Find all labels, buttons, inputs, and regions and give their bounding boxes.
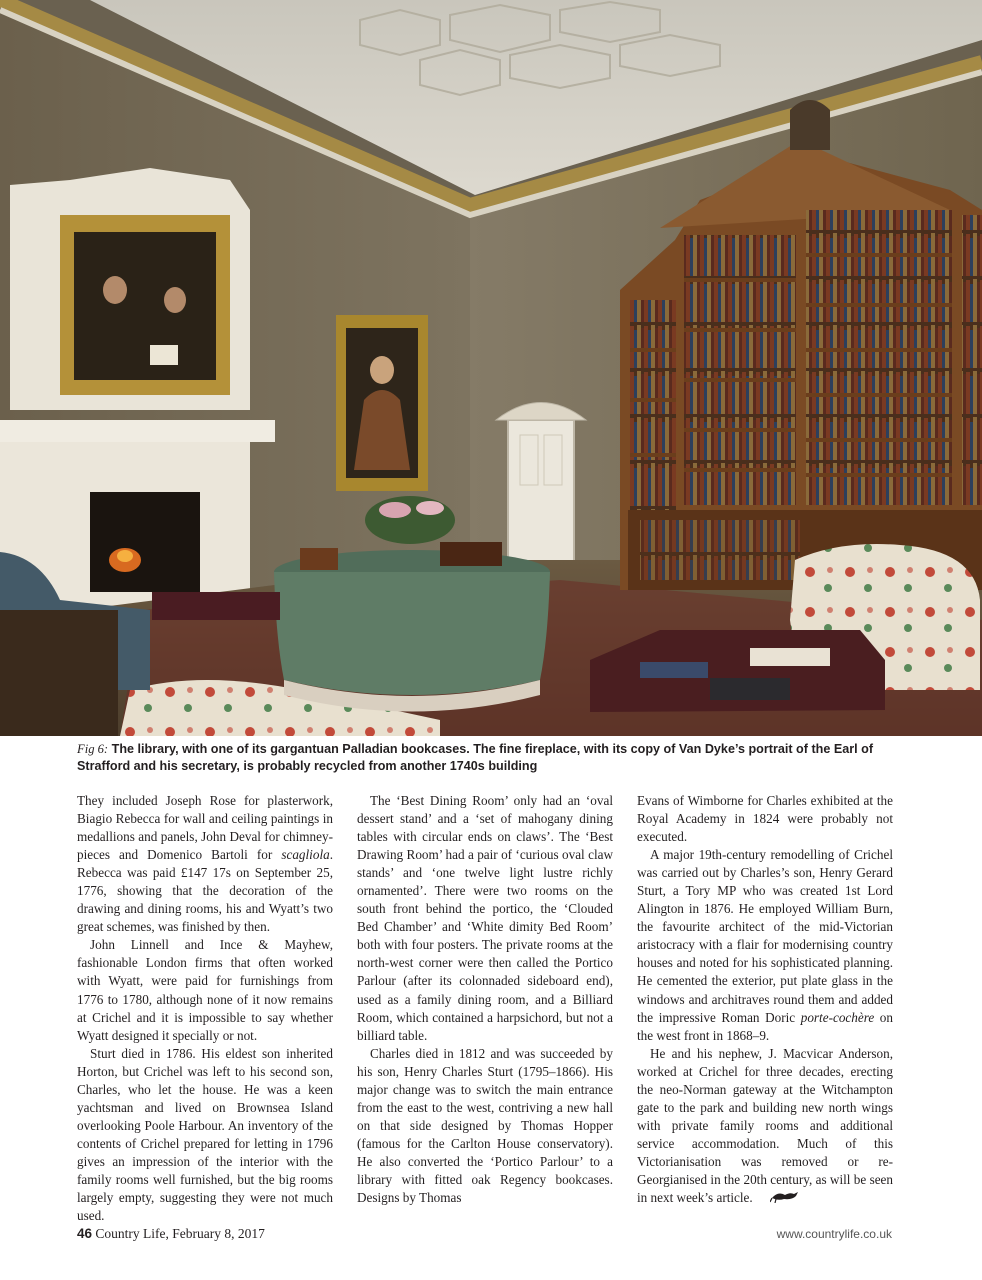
- folio-text: Country Life, February 8, 2017: [92, 1226, 265, 1241]
- photo-caption: [77, 741, 907, 775]
- pheasant-end-mark-icon: [757, 1189, 800, 1208]
- paragraph: Sturt died in 1786. His eldest son inherited Horton, but Crichel was left to his second son, Charles, who let the house. He was a keen yachtsman and lived on Brownsea Island overlooking Poole Harbour. An inventory of the contents of Crichel prepared for letting in 1796 gives an impression of the interior with the family rooms well furnished, but the big rooms largely empty, suggesting they were not much used.: [77, 1045, 333, 1224]
- paragraph: John Linnell and Ince & Mayhew, fashionable London firms that often worked with Wyatt, were paid for furnishings from 1776 to 1780, although none of it now remains at Crichel and it is impossible to say whether Wyatt designed it specially or not.: [77, 937, 333, 1043]
- italic-term: scagliola: [281, 847, 330, 863]
- caption-text: The library, with one of its gargantuan Palladian bookcases. The fine fireplace, with its copy of Van Dyke’s portrait of the Earl of Strafford and his secretary, is probably recycled from another 1740s building: [77, 742, 874, 773]
- italic-term: porte-cochère: [800, 1009, 875, 1025]
- paragraph: [77, 792, 333, 936]
- website-url: www.countrylife.co.uk: [776, 1227, 892, 1241]
- paragraph-text: They included Joseph Rose for plasterwork, Biagio Rebecca for wall and ceiling paintings in medallions and panels, John Deval for chimney-pieces and Domenico Bartoli for: [77, 793, 333, 863]
- paragraph: The ‘Best Dining Room’ only had an ‘oval dessert stand’ and a ‘set of mahogany dining tables with circular ends on claws’. The ‘Best Drawing Room’ had a pair of ‘curious oval claw stands’ and ‘one twelve light lustre richly ornamented’. There were two rooms on the south front behind the portico, the ‘Clouded Bed Chamber’ and ‘White dimity Bed Room’ both with four posters. The private rooms at the north-west corner were then called the Portico Parlour (after its colonnaded sideboard end), used as a family dining room, and a Billiard Room, which contained a harpsichord, but not a billiard table.: [357, 793, 613, 1043]
- paragraph-text: A major 19th-century remodelling of Crichel was carried out by Charles’s son, Henry Gerard Sturt, a Tory MP who was created 1st Lord Alington in 1876. He employed William Burn, the favourite architect of the mid-Victorian aristocracy with a flair for modernising country houses and noted for his sophisticated planning. He cemented the exterior, put plate glass in the windows and architraves round them and added the impressive Roman Doric: [637, 847, 893, 1025]
- paragraph-text: on the west front in 1868–9.: [637, 1009, 893, 1043]
- paragraph: [637, 1045, 893, 1209]
- paragraph: Evans of Wimborne for Charles exhibited at the Royal Academy in 1824 were probably not executed.: [637, 793, 893, 845]
- text-column-1: [77, 792, 333, 1225]
- page-number: 46: [77, 1226, 93, 1241]
- paragraph: [637, 846, 893, 1045]
- text-column-3: [637, 792, 893, 1209]
- paragraph: Charles died in 1812 and was succeeded by his son, Henry Charles Sturt (1795–1866). His major change was to switch the main entrance from the east to the west, contriving a new hall on that side designed by Thomas Hopper (famous for the Carlton House conservatory). He also converted the ‘Portico Parlour’ to a library with fitted oak Regency bookcases. Designs by Thomas: [357, 1045, 613, 1206]
- paragraph-text: He and his nephew, J. Macvicar Anderson, worked at Crichel for three decades, erecting the neo-Norman gateway at the Witchampton gate to the park and building new north wings with private family rooms and additional service accommodation. Much of this Victorianisation was removed or re-Georgianised in the 20th century, as will be seen in next week’s article.: [637, 1045, 893, 1206]
- text-column-2: [357, 792, 613, 1207]
- figure-label: Fig 6:: [77, 742, 109, 756]
- paragraph-text: . Rebecca was paid £147 17s on September 25, 1776, showing that the decoration of the drawing and dining rooms, his and Wyatt’s two great schemes, was finished by then.: [77, 847, 333, 935]
- page-folio: [77, 1226, 265, 1242]
